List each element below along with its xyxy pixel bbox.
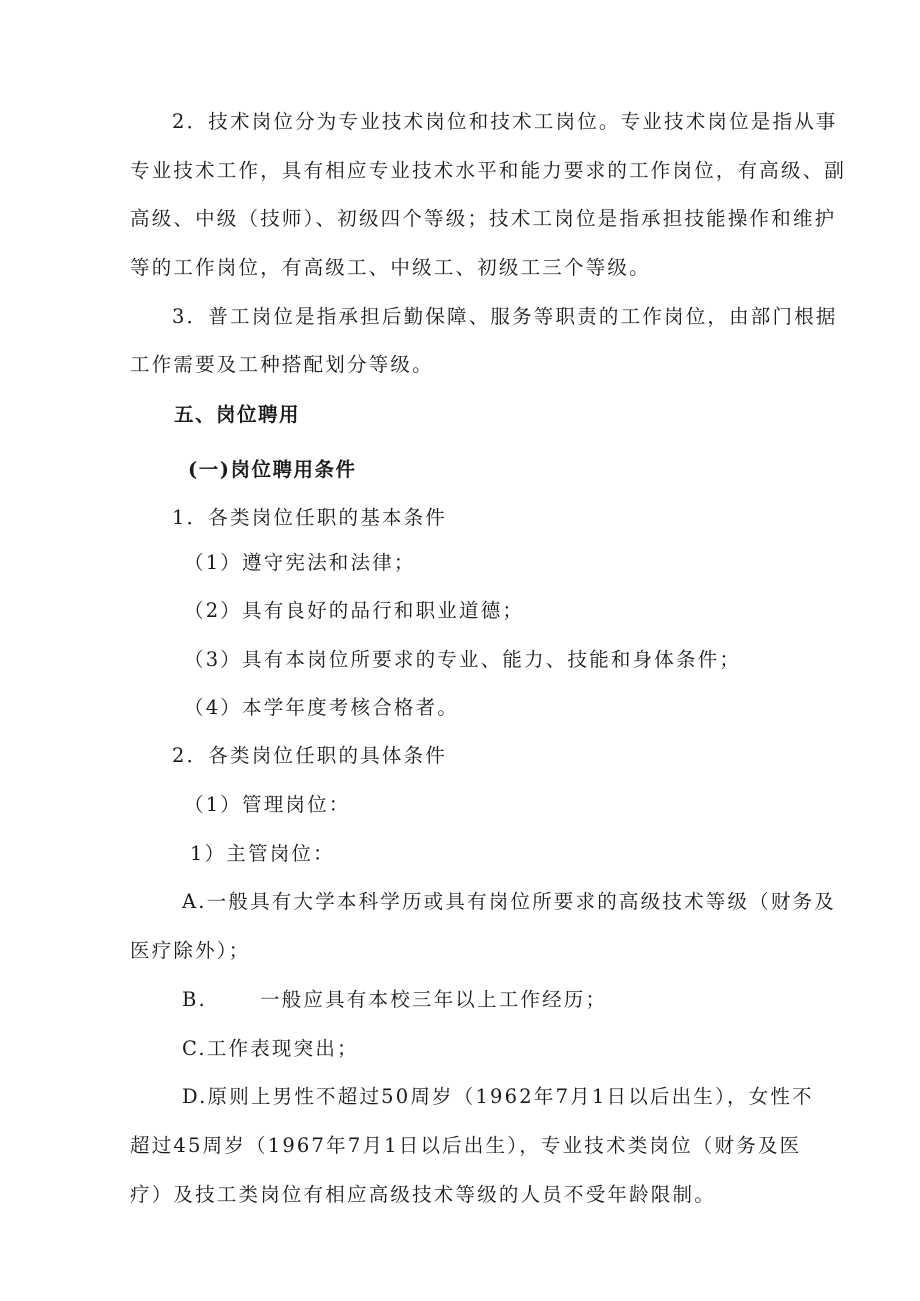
paragraph-line: 专业技术工作，具有相应专业技术水平和能力要求的工作岗位，有高级、副 xyxy=(130,159,847,182)
paragraph-line: 一般应具有本校三年以上工作经历； xyxy=(260,988,608,1011)
list-item: 1）主管岗位： xyxy=(190,842,335,865)
paragraph-line: 高级、中级（技师）、初级四个等级；技术工岗位是指承担技能操作和维护 xyxy=(130,207,837,230)
list-heading: 2．各类岗位任职的具体条件 xyxy=(172,744,448,767)
list-item: （1）管理岗位： xyxy=(184,793,351,816)
paragraph-line: 3．普工岗位是指承担后勤保障、服务等职责的工作岗位，由部门根据 xyxy=(172,305,838,328)
paragraph-line: C.工作表现突出； xyxy=(182,1037,359,1060)
paragraph-line: A.一般具有大学本科学历或具有岗位所要求的高级技术等级（财务及 xyxy=(182,890,836,913)
section-heading: 五、岗位聘用 xyxy=(174,403,301,426)
paragraph-line: 医疗除外）； xyxy=(130,939,251,962)
paragraph-line: 疗）及技工类岗位有相应高级技术等级的人员不受年龄限制。 xyxy=(130,1183,716,1206)
paragraph-line: 等的工作岗位，有高级工、中级工、初级工三个等级。 xyxy=(130,256,651,279)
subsection-heading: (一)岗位聘用条件 xyxy=(188,458,357,481)
paragraph-line: D.原则上男性不超过50周岁（1962年7月1日以后出生），女性不 xyxy=(182,1085,814,1108)
list-item: （1）遵守宪法和法律； xyxy=(184,551,416,574)
list-item: （2）具有良好的品行和职业道德； xyxy=(184,599,525,622)
list-heading: 1．各类岗位任职的基本条件 xyxy=(172,506,448,529)
paragraph-line: 超过45周岁（1967年7月1日以后出生），专业技术类岗位（财务及医 xyxy=(130,1134,802,1157)
list-item: （4）本学年度考核合格者。 xyxy=(184,696,460,719)
paragraph-line: 工作需要及工种搭配划分等级。 xyxy=(130,353,434,376)
list-item: （3）具有本岗位所要求的专业、能力、技能和身体条件； xyxy=(184,648,742,671)
paragraph-line: 2．技术岗位分为专业技术岗位和技术工岗位。专业技术岗位是指从事 xyxy=(172,110,838,133)
item-marker: B. xyxy=(182,988,207,1011)
